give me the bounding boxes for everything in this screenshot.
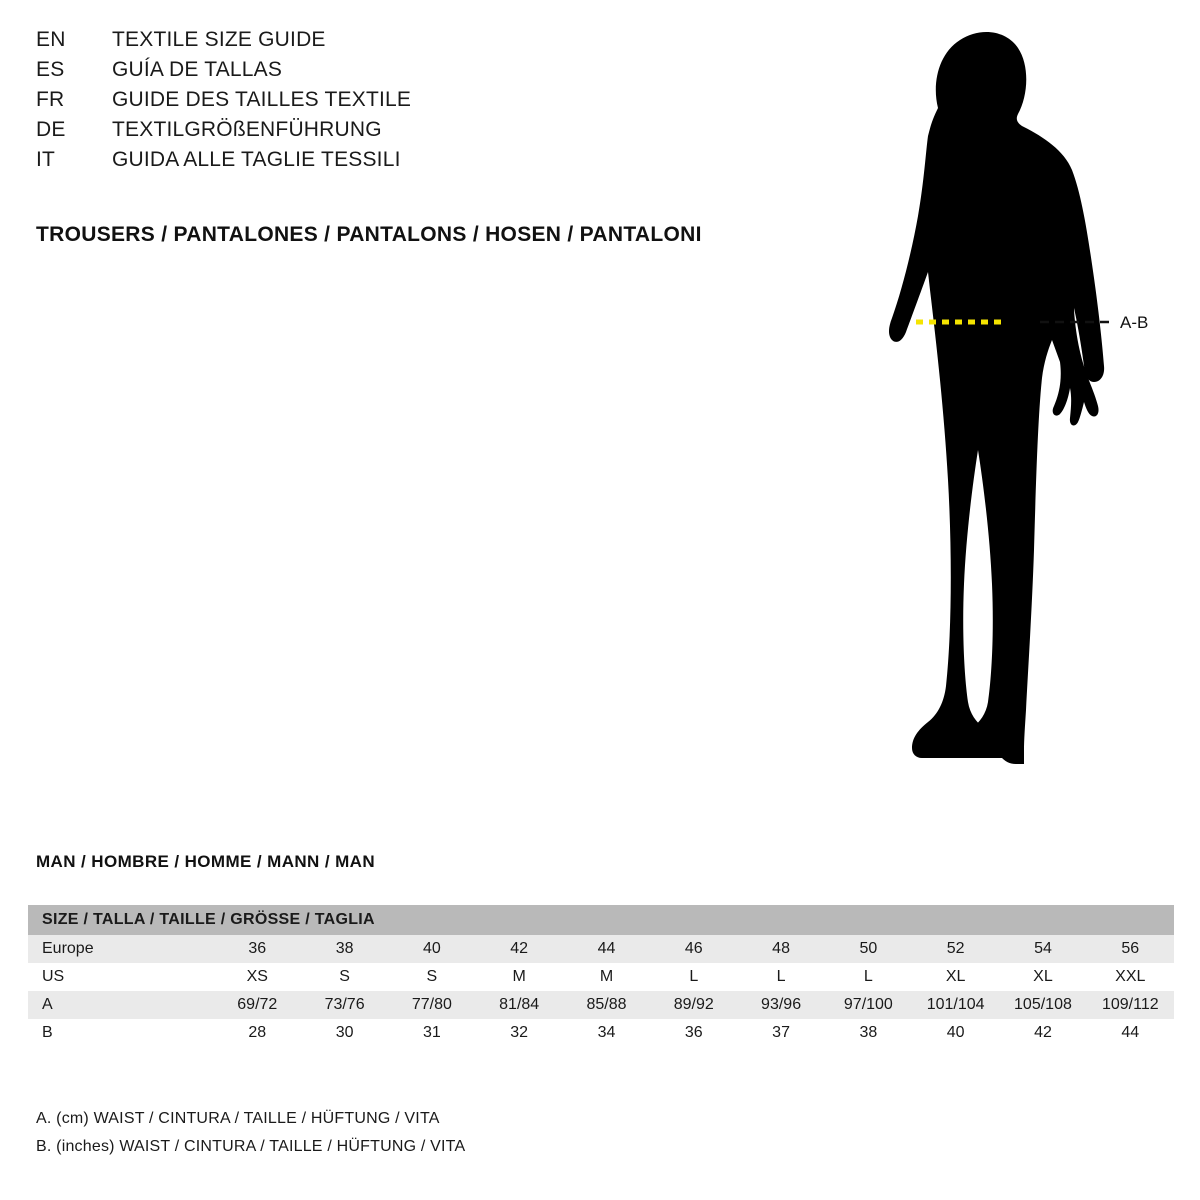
- language-header-block: [36, 28, 796, 178]
- cell: 89/92: [650, 991, 737, 1019]
- cell: 37: [737, 1019, 824, 1047]
- row-label: B: [28, 1019, 214, 1047]
- cell: 93/96: [737, 991, 824, 1019]
- cell: 40: [388, 935, 475, 963]
- cell: 77/80: [388, 991, 475, 1019]
- cell: L: [650, 963, 737, 991]
- table-footnotes: [36, 1110, 465, 1166]
- size-table: [28, 905, 1174, 1047]
- cell: 34: [563, 1019, 650, 1047]
- garment-type-title: TROUSERS / PANTALONES / PANTALONS / HOSEN / PANTALONI: [36, 223, 702, 246]
- cell: 85/88: [563, 991, 650, 1019]
- cell: 44: [563, 935, 650, 963]
- gender-title: MAN / HOMBRE / HOMME / MANN / MAN: [36, 852, 376, 871]
- cell: 73/76: [301, 991, 388, 1019]
- table-row: [28, 935, 1174, 963]
- cell: 54: [999, 935, 1086, 963]
- cell: L: [825, 963, 912, 991]
- cell: 32: [476, 1019, 563, 1047]
- row-label: A: [28, 991, 214, 1019]
- man-silhouette-icon: [889, 32, 1104, 764]
- cell: 38: [301, 935, 388, 963]
- cell: M: [476, 963, 563, 991]
- cell: 48: [737, 935, 824, 963]
- cell: L: [737, 963, 824, 991]
- cell: 46: [650, 935, 737, 963]
- cell: 42: [999, 1019, 1086, 1047]
- table-row: [28, 991, 1174, 1019]
- cell: 56: [1087, 935, 1174, 963]
- cell: M: [563, 963, 650, 991]
- language-title: TEXTILGRÖßENFÜHRUNG: [112, 118, 382, 141]
- cell: XXL: [1087, 963, 1174, 991]
- cell: 44: [1087, 1019, 1174, 1047]
- row-label: Europe: [28, 935, 214, 963]
- cell: S: [301, 963, 388, 991]
- cell: S: [388, 963, 475, 991]
- cell: 109/112: [1087, 991, 1174, 1019]
- table-row: [28, 963, 1174, 991]
- cell: XL: [999, 963, 1086, 991]
- language-title: TEXTILE SIZE GUIDE: [112, 28, 326, 51]
- cell: 105/108: [999, 991, 1086, 1019]
- language-row: [36, 58, 796, 88]
- language-title: GUIDE DES TAILLES TEXTILE: [112, 88, 412, 111]
- footnote-a: A. (cm) WAIST / CINTURA / TAILLE / HÜFTUNG / VITA: [36, 1110, 440, 1127]
- language-row: [36, 148, 796, 178]
- language-code: FR: [36, 88, 65, 111]
- cell: 42: [476, 935, 563, 963]
- language-code: EN: [36, 28, 66, 51]
- table-header-label: SIZE / TALLA / TAILLE / GRÖSSE / TAGLIA: [28, 905, 1174, 935]
- language-code: IT: [36, 148, 56, 171]
- language-code: DE: [36, 118, 66, 141]
- cell: 101/104: [912, 991, 999, 1019]
- cell: XS: [214, 963, 301, 991]
- footnote-b: B. (inches) WAIST / CINTURA / TAILLE / HÜFTUNG / VITA: [36, 1138, 466, 1155]
- cell: 97/100: [825, 991, 912, 1019]
- cell: 81/84: [476, 991, 563, 1019]
- language-row: [36, 28, 796, 58]
- cell: 36: [214, 935, 301, 963]
- cell: XL: [912, 963, 999, 991]
- cell: 38: [825, 1019, 912, 1047]
- cell: 52: [912, 935, 999, 963]
- measure-label-ab: A-B: [1120, 313, 1149, 332]
- table-row: [28, 1019, 1174, 1047]
- cell: 31: [388, 1019, 475, 1047]
- language-row: [36, 88, 796, 118]
- language-code: ES: [36, 58, 65, 81]
- cell: 40: [912, 1019, 999, 1047]
- language-row: [36, 118, 796, 148]
- cell: 36: [650, 1019, 737, 1047]
- language-title: GUÍA DE TALLAS: [112, 58, 283, 81]
- row-label: US: [28, 963, 214, 991]
- cell: 50: [825, 935, 912, 963]
- figure-illustration: [820, 10, 1200, 810]
- table-header-row: [28, 905, 1174, 935]
- cell: 69/72: [214, 991, 301, 1019]
- cell: 28: [214, 1019, 301, 1047]
- language-title: GUIDA ALLE TAGLIE TESSILI: [112, 148, 401, 171]
- cell: 30: [301, 1019, 388, 1047]
